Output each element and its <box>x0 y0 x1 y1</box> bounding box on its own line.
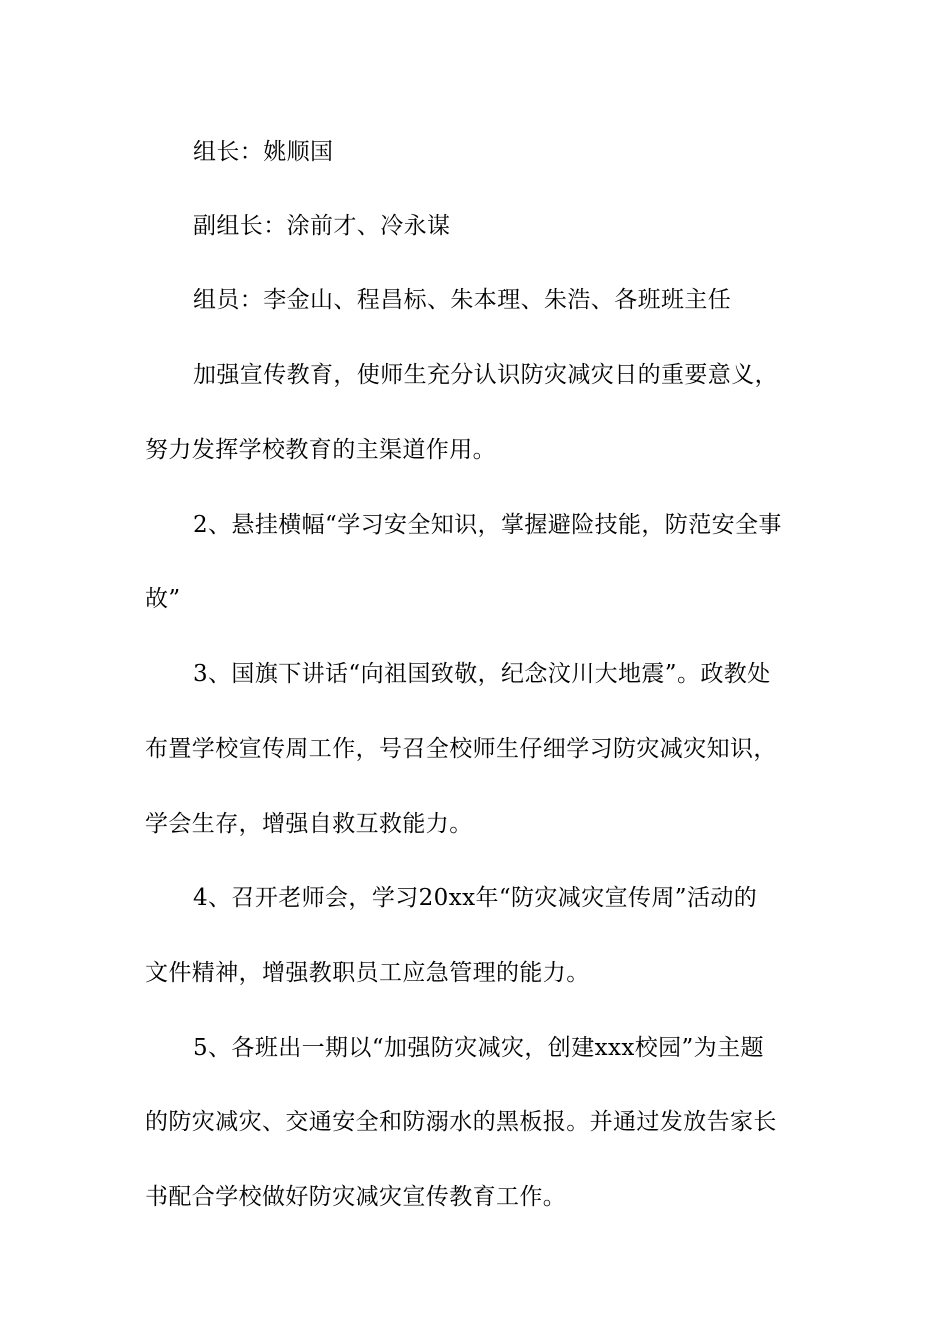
paragraph-1-line-1: 加强宣传教育，使师生充分认识防灾减灾日的重要意义， <box>193 362 778 388</box>
members-line: 组员：李金山、程昌标、朱本理、朱浩、各班班主任 <box>193 287 732 313</box>
item-2-line-2: 故” <box>145 586 181 612</box>
item-3-line-1: 3、国旗下讲话“向祖国致敬，纪念汶川大地震”。政教处 <box>193 661 771 687</box>
item-5-line-1: 5、各班出一期以“加强防灾减灾，创建xxx校园”为主题 <box>193 1035 764 1061</box>
item-2-line-1: 2、悬挂横幅“学习安全知识，掌握避险技能，防范安全事 <box>193 512 782 538</box>
item-3-line-3: 学会生存，增强自救互救能力。 <box>145 811 473 837</box>
item-4-line-2: 文件精神，增强教职员工应急管理的能力。 <box>145 960 590 986</box>
item-3-line-2: 布置学校宣传周工作，号召全校师生仔细学习防灾减灾知识， <box>145 736 777 762</box>
item-5-line-3: 书配合学校做好防灾减灾宣传教育工作。 <box>145 1184 567 1210</box>
deputy-leader-line: 副组长：涂前才、冷永谋 <box>193 213 451 239</box>
paragraph-1-line-2: 努力发挥学校教育的主渠道作用。 <box>145 437 496 463</box>
group-leader-line: 组长：姚顺国 <box>193 139 334 165</box>
item-4-line-1: 4、召开老师会，学习20xx年“防灾减灾宣传周”活动的 <box>193 885 758 911</box>
item-5-line-2: 的防灾减灾、交通安全和防溺水的黑板报。并通过发放告家长 <box>145 1109 777 1135</box>
